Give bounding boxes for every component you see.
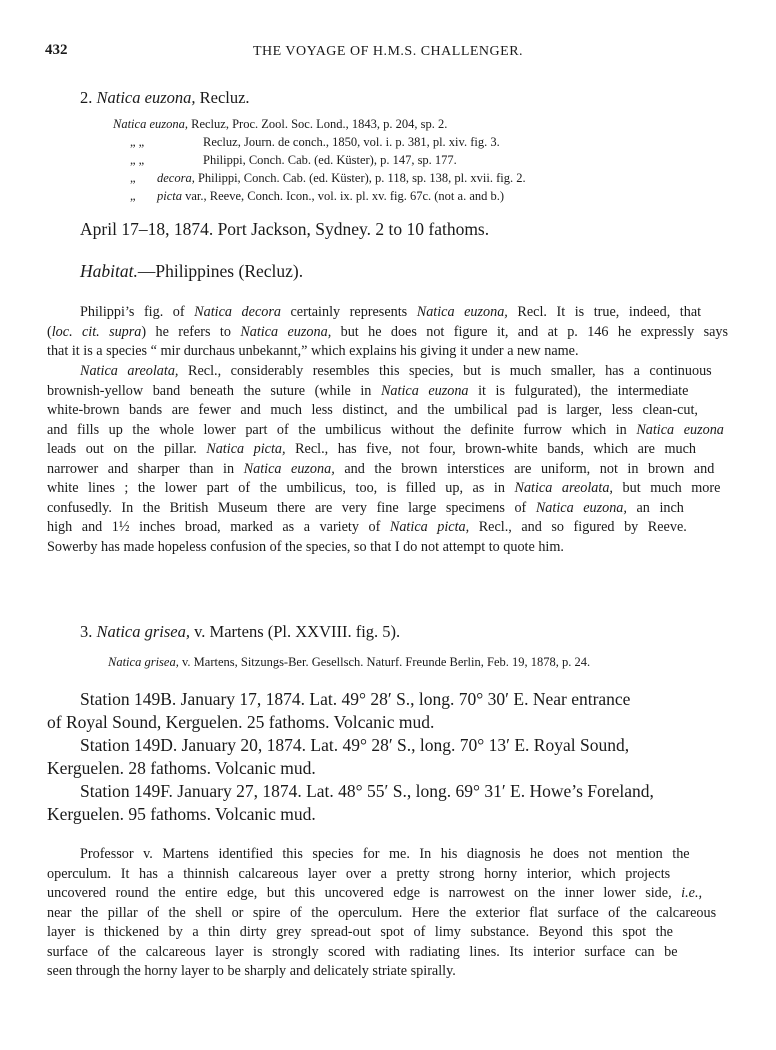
synonym-reference: v. Martens, Sitzungs-Ber. Gesellsch. Naturf. Freunde Berlin, Feb. 19, 1878, p. 24. <box>178 655 591 669</box>
italic-text: Natica areolata, <box>514 480 613 496</box>
text-segment: uncovered round the entire edge, but this uncovered edge is narrowest on the inner lower side, <box>47 885 682 901</box>
ditto-mark: „ „ <box>130 153 145 167</box>
text-segment: high and 1½ inches broad, marked as a variety of <box>47 519 390 535</box>
text-segment: an inch <box>626 499 684 516</box>
species-3-synonymy <box>108 655 590 670</box>
italic-text: Natica euzona, <box>243 460 335 477</box>
text-line <box>47 963 456 980</box>
italic-text: Natica picta, <box>389 519 470 535</box>
species-2-station: April 17–18, 1874. Port Jackson, Sydney. 2 to 10 fathoms. <box>80 219 490 239</box>
text-segment: it is fulgurated), the intermediate <box>468 382 689 399</box>
species-name: Natica grisea, <box>96 622 190 641</box>
synonym-reference: Philippi, Conch. Cab. (ed. Küster), p. 147, sp. 177. <box>203 153 457 167</box>
text-line <box>47 866 670 883</box>
text-segment: white-brown bands are fewer and much less distinct, and the umbilical pad is larger, less clean-cut, <box>47 402 698 418</box>
italic-text: Natica euzona, <box>535 499 627 516</box>
station-line: Station 149B. January 17, 1874. Lat. 49° 28′ S., long. 70° 30′ E. Near entrance <box>80 689 631 709</box>
text-line <box>47 944 678 961</box>
habitat-text: —Philippines (Recluz). <box>137 261 304 281</box>
text-segment: and the brown interstices are uniform, not in brown and <box>334 460 715 477</box>
ditto-mark: „ <box>130 171 136 185</box>
text-line <box>80 363 712 380</box>
text-line <box>47 324 728 341</box>
text-segment: narrower and sharper than in <box>47 460 244 477</box>
synonymy-line <box>130 189 505 204</box>
species-name: Natica euzona, <box>96 88 196 107</box>
text-segment: white lines ; the lower part of the umbilicus, too, is filled up, as in <box>47 480 515 496</box>
italic-text: Natica areolata, <box>80 363 179 379</box>
habitat-label: Habitat. <box>80 261 138 281</box>
text-segment: ( <box>47 323 52 340</box>
synonym-name: Natica euzona, <box>113 117 188 131</box>
text-line <box>47 383 688 400</box>
text-segment: Recl., considerably resembles this species, but is much smaller, has a continuous <box>178 363 712 379</box>
species-number: 2. <box>80 88 97 107</box>
text-segment: but much more <box>612 480 721 496</box>
text-segment: confusedly. In the British Museum there are very fine large specimens of <box>47 499 536 516</box>
station-line: Station 149D. January 20, 1874. Lat. 49° 28′ S., long. 70° 13′ E. Royal Sound, <box>80 735 630 755</box>
synonym-reference: Recluz, Proc. Zool. Soc. Lond., 1843, p. 204, sp. 2. <box>188 117 448 131</box>
running-head: THE VOYAGE OF H.M.S. CHALLENGER. <box>252 44 524 59</box>
text-line <box>47 422 724 439</box>
text-line <box>47 885 702 902</box>
text-segment: that it is a species “ mir durchaus unbekannt,” which explains his giving it under a new name. <box>47 343 579 359</box>
station-line: Station 149F. January 27, 1874. Lat. 48° 55′ S., long. 69° 31′ E. Howe’s Foreland, <box>80 781 654 801</box>
station-line: of Royal Sound, Kerguelen. 25 fathoms. Volcanic mud. <box>47 712 435 732</box>
station-line: Kerguelen. 28 fathoms. Volcanic mud. <box>47 758 316 778</box>
text-segment: Recl., and so figured by Reeve. <box>469 519 687 535</box>
ditto-mark: „ <box>130 189 136 203</box>
text-line <box>47 519 687 536</box>
station-line: Kerguelen. 95 fathoms. Volcanic mud. <box>47 804 316 824</box>
species-2-habitat <box>80 261 303 282</box>
text-line <box>47 343 579 360</box>
text-segment: operculum. It has a thinnish calcareous layer over a pretty strong horny interior, which projects <box>47 865 671 882</box>
synonymy-line <box>113 117 447 132</box>
species-3-heading <box>80 622 400 642</box>
text-segment: Recl., has five, not four, brown-white bands, which are much <box>285 441 697 457</box>
synonym-name: decora, <box>157 171 195 185</box>
species-2-heading <box>80 88 250 108</box>
text-line <box>47 500 684 517</box>
italic-text: Natica euzona <box>380 382 469 399</box>
synonym-name: Natica grisea, <box>108 655 179 669</box>
italic-text: Natica euzona <box>636 421 724 438</box>
synonymy-line <box>130 153 457 168</box>
text-line <box>47 461 714 478</box>
text-segment: certainly represents <box>280 304 417 320</box>
italic-text: Natica picta, <box>206 441 286 457</box>
synonym-reference <box>157 189 504 204</box>
italic-text: i.e., <box>681 885 703 901</box>
synonym-text: var., Reeve, Conch. Icon., vol. ix. pl. xv. fig. 67c. (not a. and b.) <box>182 189 505 203</box>
species-number: 3. <box>80 622 97 641</box>
species-author: v. Martens (Pl. XXVIII. fig. 5). <box>190 622 401 641</box>
page-number: 432 <box>45 42 68 58</box>
text-segment: leads out on the pillar. <box>47 441 207 457</box>
text-segment: layer is thickened by a thin dirty grey spread-out spot of limy substance. Beyond this spot the <box>47 924 673 940</box>
text-line <box>47 924 673 941</box>
text-line <box>47 539 564 556</box>
text-line <box>47 441 696 458</box>
text-segment: Sowerby has made hopeless confusion of the species, so that I do not attempt to quote him. <box>47 538 564 555</box>
text-segment: surface of the calcareous layer is strongly scored with radiating lines. Its interior surface can be <box>47 943 678 960</box>
italic-text: loc. cit. supra <box>51 323 142 340</box>
text-segment: ) he refers to <box>141 323 241 340</box>
text-line <box>80 846 690 863</box>
species-author: Recluz. <box>195 88 250 107</box>
text-segment: Recl. It is true, indeed, that <box>507 304 702 320</box>
text-segment: near the pillar of the shell or spire of the operculum. Here the exterior flat surface of the calcareous <box>47 904 717 921</box>
italic-text: Natica decora <box>194 304 281 320</box>
text-line <box>47 402 698 419</box>
italic-text: Natica euzona, <box>416 304 508 320</box>
ditto-mark: „ „ <box>130 135 145 149</box>
text-segment: and fills up the whole lower part of the umbilicus without the definite furrow which in <box>47 421 637 438</box>
text-line <box>47 480 720 497</box>
synonym-name: picta <box>157 189 182 203</box>
text-segment: brownish-yellow band beneath the suture (while in <box>47 382 381 399</box>
text-segment: seen through the horny layer to be sharply and delicately striate spirally. <box>47 963 456 979</box>
text-segment: Philippi’s fig. of <box>80 304 195 320</box>
italic-text: Natica euzona, <box>240 323 332 340</box>
synonym-text: Philippi, Conch. Cab. (ed. Küster), p. 118, sp. 138, pl. xvii. fig. 2. <box>194 171 526 185</box>
synonymy-line <box>130 171 526 186</box>
text-line <box>47 905 716 922</box>
text-segment: but he does not figure it, and at p. 146 he expressly says <box>331 323 728 340</box>
synonymy-line <box>130 135 500 150</box>
synonym-reference: Recluz, Journ. de conch., 1850, vol. i. p. 381, pl. xiv. fig. 3. <box>203 135 500 149</box>
synonym-reference <box>157 171 526 186</box>
text-segment: Professor v. Martens identified this species for me. In his diagnosis he does not mention the <box>80 846 690 862</box>
text-line <box>80 304 701 321</box>
